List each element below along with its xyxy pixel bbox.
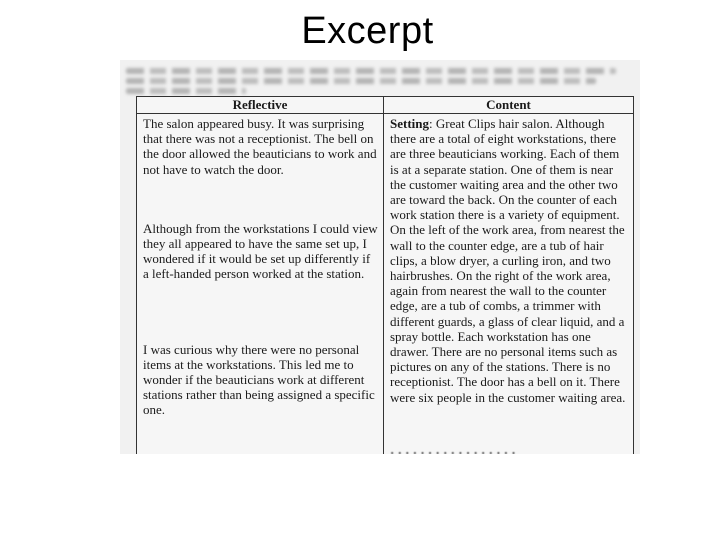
notes-table [136, 96, 634, 454]
blurred-line [126, 88, 246, 94]
blurred-line [126, 78, 596, 84]
reflective-note: I was curious why there were no personal items at the workstations. This led me to wonder if the beauticians work at different stations rather than being assigned a specific one. [143, 341, 375, 418]
content-column [384, 97, 633, 454]
content-body [384, 114, 633, 405]
reflective-note: Although from the workstations I could view they all appeared to have the same set up, I wondered if it would be set up differently if a left-handed person worked at the station. [143, 220, 378, 282]
slide-title: Excerpt [301, 10, 434, 52]
setting-label: Setting [390, 116, 429, 131]
blurred-line [126, 68, 616, 74]
blurred-header-text [126, 64, 626, 94]
scanned-excerpt [120, 60, 640, 454]
reflective-body [137, 114, 383, 418]
content-header: Content [384, 97, 633, 114]
reflective-note: The salon appeared busy. It was surprising that there was not a receptionist. The bell on the door allowed the beauticians to work and not have to watch the door. [143, 116, 377, 177]
cutoff-text: · · · · · · · · · · · · · · · · · [390, 444, 516, 454]
reflective-column [137, 97, 384, 454]
content-note [390, 116, 629, 405]
reflective-header: Reflective [137, 97, 383, 114]
setting-text: : Great Clips hair salon. Although there are a total of eight workstations, there are three beauticians working. Each of them is at a separate station. One of them is near the customer waiting area and the other two are toward the back. On the counter of each work station there is a variety of equipment. On the left of the work area, from nearest the wall to the counter edge, are a tub of hair clips, a blow dryer, a curling iron, and two hairbrushes. On the right of the work area, again from nearest the wall to the counter edge, are a tub of combs, a trimmer with different guards, a glass of clear liquid, and a spray bottle. Each workstation has one drawer. There are no personal items such as pictures on any of the stations. There is no receptionist. The door has a bell on it. There were six people in the customer waiting area. [390, 116, 626, 405]
